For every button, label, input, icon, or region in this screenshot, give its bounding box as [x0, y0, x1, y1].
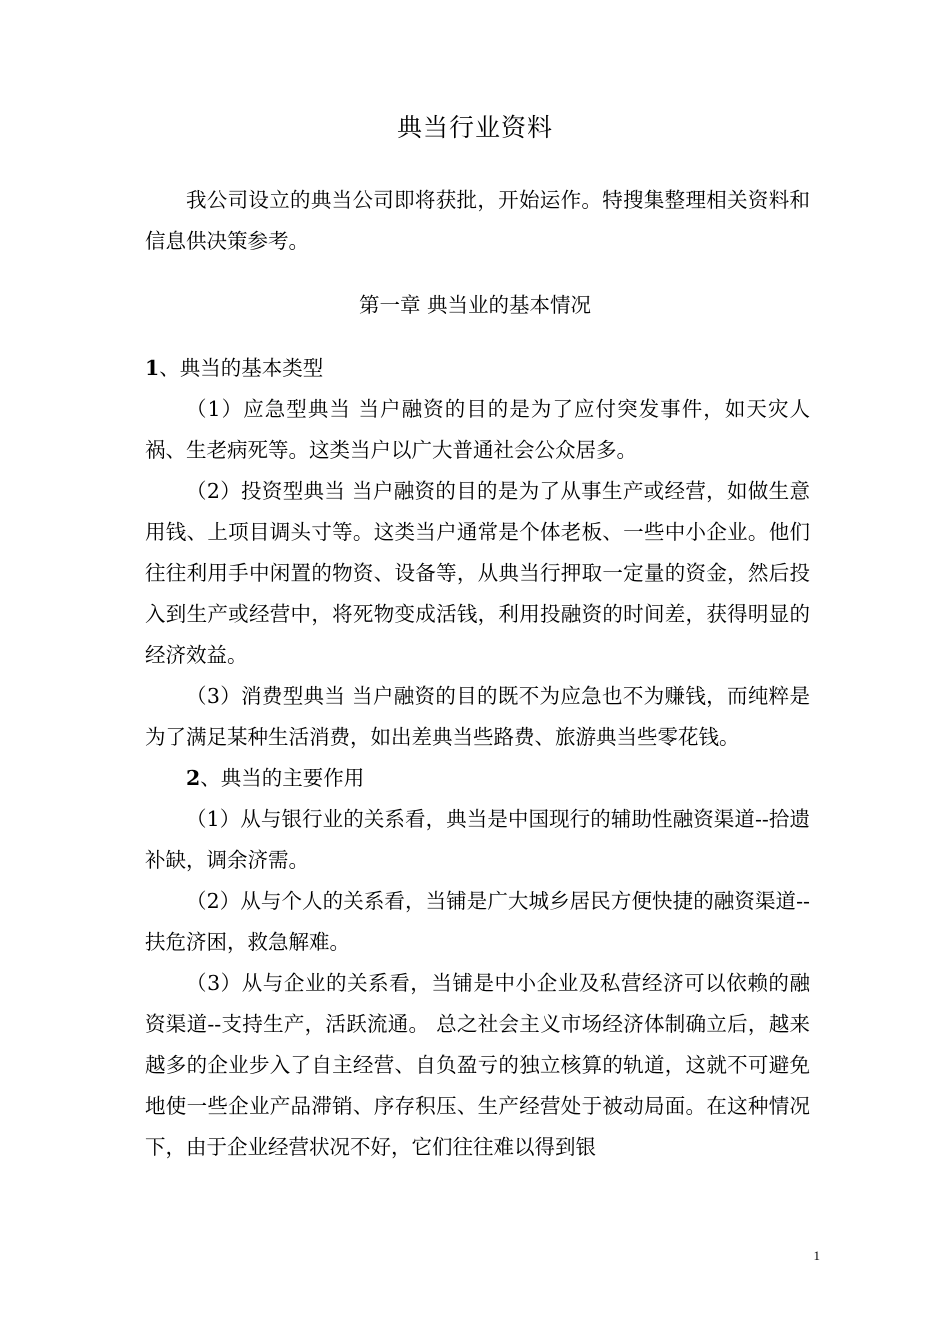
section-heading: [145, 758, 810, 799]
section-number: 1: [145, 356, 160, 380]
section-item: （3）消费型典当 当户融资的目的既不为应急也不为赚钱，而纯粹是为了满足某种生活消费，如出差典当些路费、旅游典当些零花钱。: [145, 684, 810, 749]
page-number: 1: [813, 1248, 820, 1263]
section-item: （3）从与企业的关系看，当铺是中小企业及私营经济可以依赖的融资渠道--支持生产，活跃流通。 总之社会主义市场经济体制确立后，越来越多的企业步入了自主经营、自负盈亏的独立核算的轨道，这就不可避免地使一些企业产品滞销、序存积压、生产经营处于被动局面。在这种情况下，由于企业经营状况不好，它们往往难以得到银: [145, 971, 810, 1159]
section-number: 2: [186, 766, 201, 790]
intro-block: [145, 180, 810, 262]
section-heading: [145, 348, 810, 389]
section-item: （1）从与银行业的关系看，典当是中国现行的辅助性融资渠道--拾遗补缺，调余济需。: [145, 807, 810, 872]
section-item: （1）应急型典当 当户融资的目的是为了应付突发事件，如天灾人祸、生老病死等。这类当户以广大普通社会公众居多。: [145, 397, 810, 462]
body-content: [145, 348, 810, 1168]
section-item: （2）投资型典当 当户融资的目的是为了从事生产或经营，如做生意用钱、上项目调头寸等。这类当户通常是个体老板、一些中小企业。他们往往利用手中闲置的物资、设备等，从典当行押取一定量的资金，然后投入到生产或经营中，将死物变成活钱，利用投融资的时间差，获得明显的经济效益。: [145, 479, 810, 667]
intro-paragraph: 我公司设立的典当公司即将获批，开始运作。特搜集整理相关资料和信息供决策参考。: [145, 188, 810, 253]
chapter-heading: 第一章 典当业的基本情况: [358, 293, 592, 317]
document-title: 典当行业资料: [396, 113, 553, 142]
section-heading-text: 、典当的主要作用: [200, 766, 365, 790]
section-heading-text: 、典当的基本类型: [159, 356, 324, 380]
section-item: （2）从与个人的关系看，当铺是广大城乡居民方便快捷的融资渠道--扶危济困，救急解难。: [145, 889, 810, 954]
